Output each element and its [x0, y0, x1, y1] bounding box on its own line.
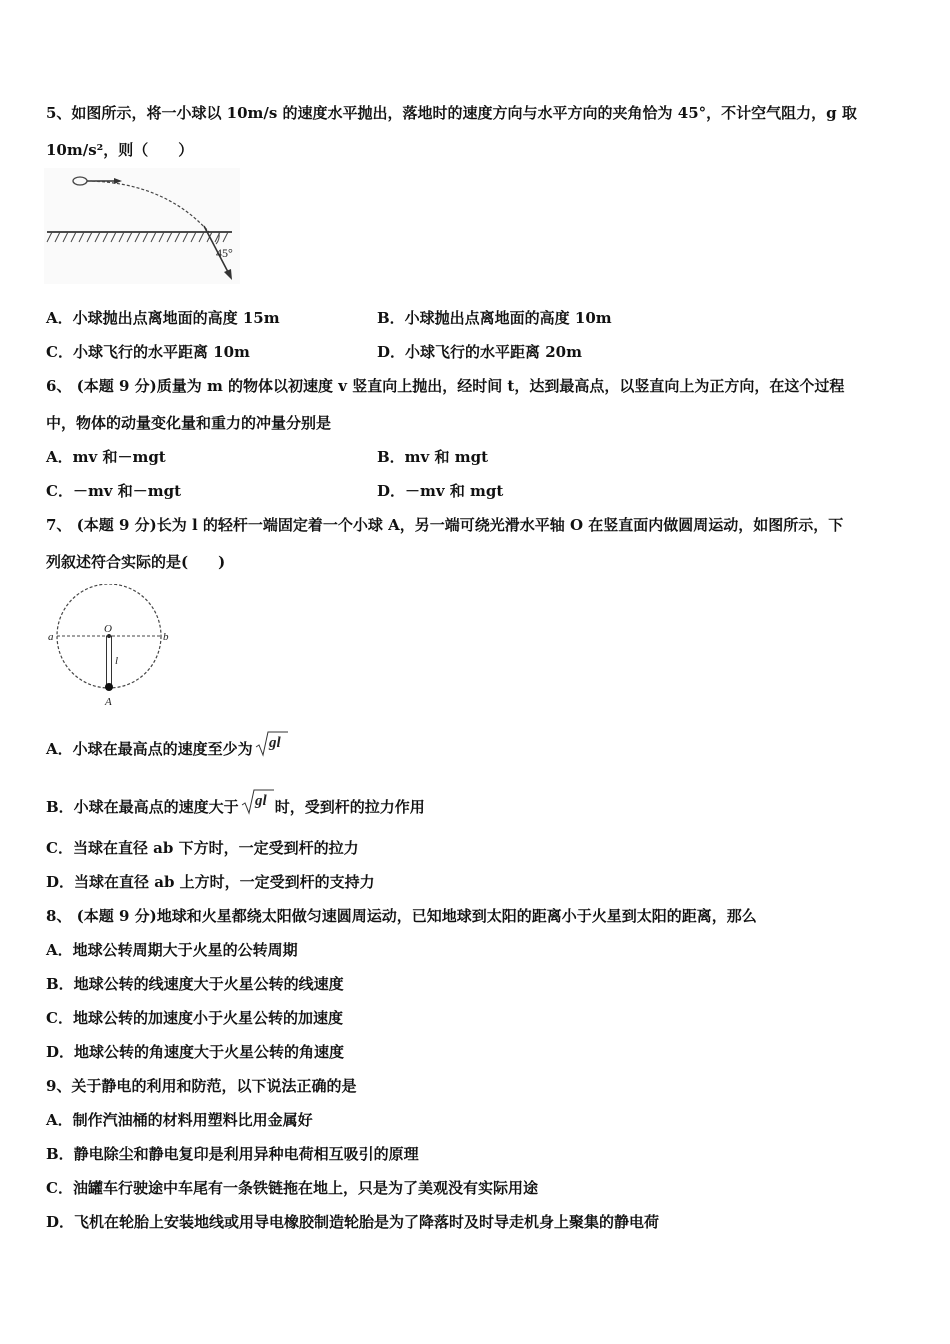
q7-option-a[interactable] [46, 730, 289, 762]
q7-label-b: b [163, 631, 169, 643]
q5-option-a[interactable]: A．小球抛出点离地面的高度 15m [46, 309, 280, 327]
q6-stem-line2: 中，物体的动量变化量和重力的冲量分别是 [46, 414, 332, 432]
q7-rod [107, 636, 112, 686]
q7-option-c[interactable]: C．当球在直径 ab 下方时，一定受到杆的拉力 [46, 839, 359, 857]
q7-option-a-text: A．小球在最高点的速度至少为 [46, 740, 253, 758]
q8-option-d[interactable]: D．地球公转的角速度大于火星公转的角速度 [46, 1043, 345, 1061]
sqrt-radicand: gl [268, 735, 281, 751]
q7-stem-line1: 7、 (本题 9 分)长为 l 的轻杆一端固定着一个小球 A，另一端可绕光滑水平轴 O 在竖直面内做圆周运动，如图所示，下 [46, 516, 844, 534]
q7-option-b-text: B．小球在最高点的速度大于 [46, 798, 239, 816]
q9-option-d[interactable]: D．飞机在轮胎上安装地线或用导电橡胶制造轮胎是为了降落时及时导走机身上聚集的静电荷 [46, 1213, 660, 1231]
q7-option-d[interactable]: D．当球在直径 ab 上方时，一定受到杆的支持力 [46, 873, 375, 891]
q6-option-c[interactable]: C．－mv 和－mgt [46, 482, 182, 500]
q8-stem-line1: 8、 (本题 9 分)地球和火星都绕太阳做匀速圆周运动，已知地球到太阳的距离小于火星到太阳的距离，那么 [46, 907, 757, 925]
q7-label-o: O [104, 623, 112, 635]
q5-option-b[interactable]: B．小球抛出点离地面的高度 10m [377, 309, 612, 327]
q5-angle-label: 45° [216, 246, 233, 260]
q7-option-b-suffix: 时，受到杆的拉力作用 [274, 798, 425, 816]
q9-option-c[interactable]: C．油罐车行驶途中车尾有一条铁链拖在地上，只是为了美观没有实际用途 [46, 1179, 538, 1197]
q5-stem-line2: 10m/s²，则（ ） [46, 141, 194, 159]
q7-circle-figure [44, 584, 174, 708]
q5-option-c[interactable]: C．小球飞行的水平距离 10m [46, 343, 250, 361]
q6-option-a[interactable]: A．mv 和－mgt [46, 448, 166, 466]
q7-stem-line2: 列叙述符合实际的是( ) [46, 553, 226, 571]
q8-option-a[interactable]: A．地球公转周期大于火星的公转周期 [46, 941, 298, 959]
q9-option-b[interactable]: B．静电除尘和静电复印是利用异种电荷相互吸引的原理 [46, 1145, 419, 1163]
q8-option-c[interactable]: C．地球公转的加速度小于火星公转的加速度 [46, 1009, 343, 1027]
q6-stem-line1: 6、 (本题 9 分)质量为 m 的物体以初速度 v 竖直向上抛出，经时间 t，达到最高点，以竖直向上为正方向，在这个过程 [46, 377, 845, 395]
q8-option-b[interactable]: B．地球公转的线速度大于火星公转的线速度 [46, 975, 344, 993]
q7-label-a: a [48, 631, 54, 643]
q5-option-d[interactable]: D．小球飞行的水平距离 20m [377, 343, 582, 361]
q7-label-l: l [115, 655, 119, 667]
q7-option-b[interactable] [46, 788, 425, 820]
q9-option-a[interactable]: A．制作汽油桶的材料用塑料比用金属好 [46, 1111, 313, 1129]
q7-label-ball: A [105, 696, 112, 708]
q9-stem-line1: 9、关于静电的利用和防范，以下说法正确的是 [46, 1077, 357, 1095]
q7-ball-a [105, 683, 113, 691]
sqrt-radicand: gl [254, 793, 267, 809]
q6-option-b[interactable]: B．mv 和 mgt [377, 448, 488, 466]
q5-projectile-figure [44, 168, 240, 284]
q5-stem-line1: 5、如图所示，将一小球以 10m/s 的速度水平抛出，落地时的速度方向与水平方向的夹角恰为 45°，不计空气阻力，g 取 [46, 104, 857, 122]
sqrt-symbol [241, 788, 275, 816]
sqrt-symbol [255, 730, 289, 758]
q6-option-d[interactable]: D．－mv 和 mgt [377, 482, 504, 500]
